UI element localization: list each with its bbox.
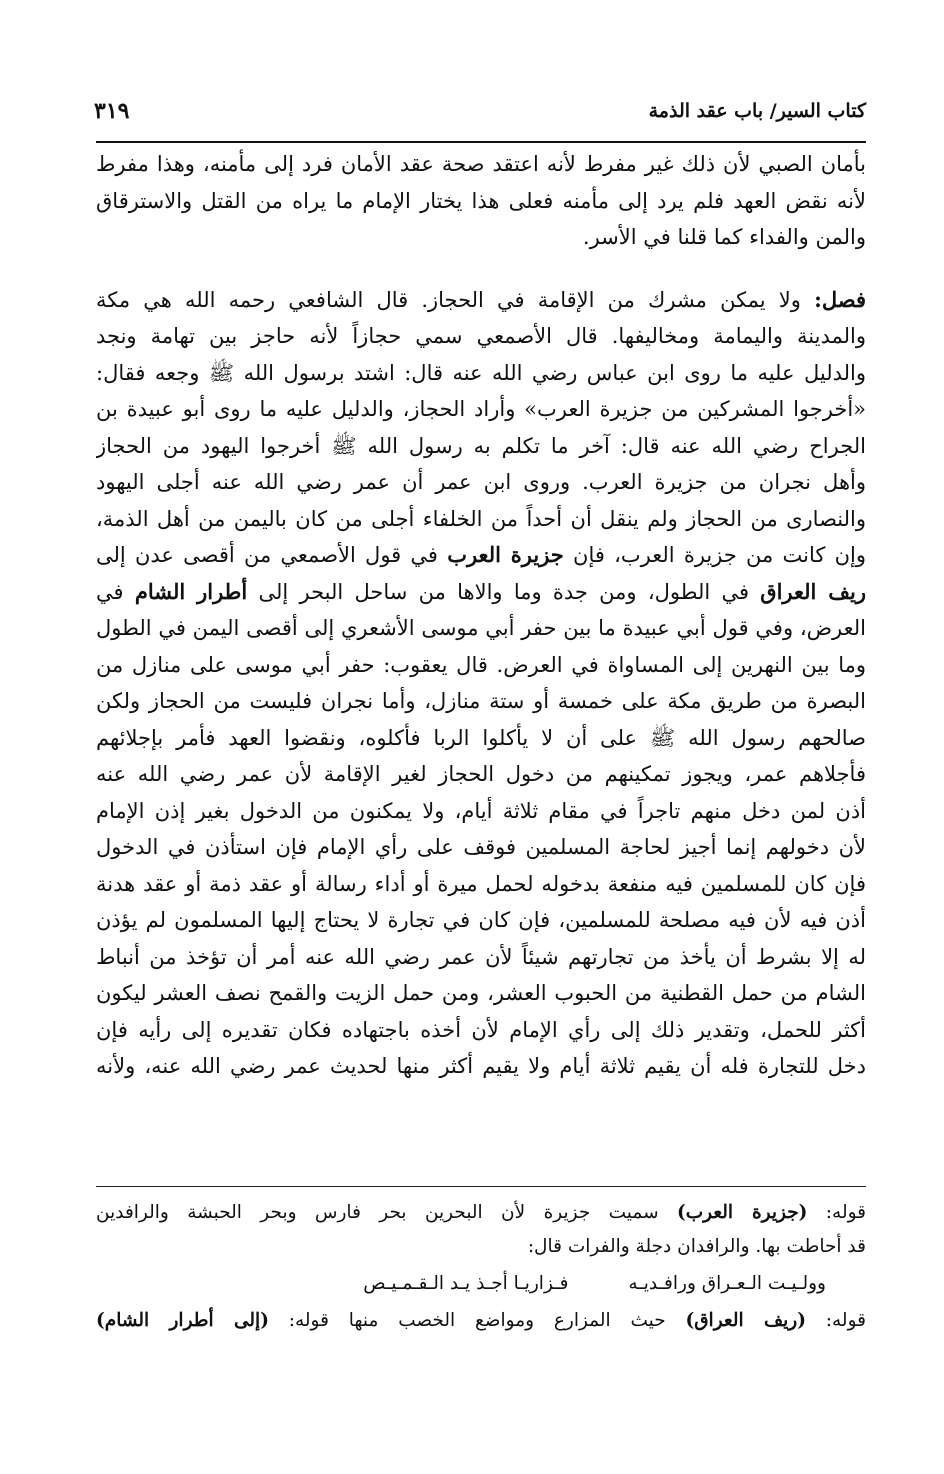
bold-term-rif: ريف العراق <box>760 578 866 604</box>
footnote-line <box>96 1196 866 1230</box>
running-title: كتاب السير/ باب عقد الذمة <box>648 100 866 122</box>
text-fragment: في <box>96 579 124 604</box>
running-header <box>94 94 866 134</box>
text-line: له إلا بشرط أن يأخذ من تجارتهم شيئاً لأن عمر رضي الله عنه أمر أن تؤخذ من أنباط <box>96 944 866 969</box>
text-fragment: في الطول، ومن جدة وما والاها من ساحل البحر إلى <box>258 579 749 604</box>
text-line: لأن دخولهم إنما أجيز لحاجة المسلمين فوقف على رأي الإمام فإن استأذن في الدخول <box>96 835 866 859</box>
page-number: ٣١٩ <box>94 98 130 124</box>
text-fragment: في قول الأصمعي من أقصى عدن إلى <box>96 543 438 567</box>
footnote-line: قد أحاطت بها. والرافدان دجلة والفرات قال: <box>527 1236 866 1257</box>
text-line: الشام من حمل القطنية من الحبوب العشر، ومن حمل الزيت والقمح نصف العشر ليكون <box>96 981 866 1005</box>
footnote-divider <box>96 1186 866 1187</box>
text-line: فإن كان للمسلمين فيه منفعة بدخوله لحمل ميرة أو أداء رسالة أو عقد ذمة أو عقد هدنة <box>96 871 866 896</box>
footnotes <box>96 1196 866 1338</box>
footnote-line <box>96 1304 866 1338</box>
text-line: والمن والفداء كما قلنا في الأسر. <box>582 225 866 249</box>
section-heading-fasl: فصل: <box>814 286 866 312</box>
text-line: وما بين النهرين إلى المساواة في العرض. قال يعقوب: حفر أبي موسى على منازل من <box>96 652 866 677</box>
text-line: لأنه نقض العهد فلم يرد إلى مأمنه فعلى هذا يختار الإمام ما يراه من القتل والاسترقاق <box>96 188 866 213</box>
footnote-text: سميت جزيرة لأن البحرين بحر فارس وبحر الحبشة والرافدين <box>96 1202 659 1223</box>
body-text <box>96 146 866 1085</box>
header-divider <box>96 141 866 143</box>
paragraph-gap <box>96 256 866 282</box>
text-line: والدليل عليه ما روى ابن عباس رضي الله عنه قال: اشتد برسول الله ﷺ وجعه فقال: <box>96 360 866 385</box>
bold-term-atraf: أطرار الشام <box>134 578 248 604</box>
text-line: «أخرجوا المشركين من جزيرة العرب» وأراد الحجاز، والدليل عليه ما روى أبو عبيدة بن <box>96 397 866 421</box>
footnote-prefix: قوله: <box>825 1202 866 1223</box>
text-line: بأمان الصبي لأن ذلك غير مفرط لأنه اعتقد صحة عقد الأمان فرد إلى مأمنه، وهذا مفرط <box>96 152 866 176</box>
text-line: البصرة من طريق مكة على خمسة أو ستة منازل، وأما نجران فليست من الحجاز ولكن <box>96 689 866 713</box>
poetry-verse <box>96 1264 866 1304</box>
text-line-section-start <box>96 282 866 319</box>
footnote-term: (جزيرة العرب) <box>676 1202 808 1223</box>
text-line: فأجلاهم عمر، ويجوز تمكينهم من دخول الحجاز لغير الإقامة لأن عمر رضي الله عنه <box>96 762 866 786</box>
text-line: والنصارى من الحجاز ولم ينقل أن أحداً من الخلفاء أجلى من كان باليمن من أهل الذمة، <box>96 506 866 531</box>
text-line: صالحهم رسول الله ﷺ على أن لا يأكلوا الربا فأكلوه، ونقضوا العهد فأمر بإجلائهم <box>96 725 866 750</box>
text-fragment: ولا يمكن مشرك من الإقامة في الحجاز. قال الشافعي رحمه الله هي مكة <box>96 287 801 312</box>
text-line-mixed <box>96 574 866 611</box>
bold-term-jazira: جزيرة العرب <box>447 542 564 567</box>
text-line: العرض، وفي قول أبي عبيدة ما بين حفر أبي موسى الأشعري إلى أقصى اليمن في الطول <box>96 616 866 640</box>
text-line: دخل للتجارة فله أن يقيم ثلاثة أيام ولا يقيم أكثر منها لحديث عمر رضي الله عنه، ولأنه <box>96 1054 866 1078</box>
text-line: والمدينة واليمامة ومخاليفها. قال الأصمعي سمي حجازاً لأنه حاجز بين تهامة ونجد <box>96 324 866 348</box>
footnote-text: حيث المزارع ومواضع الخصب منها قوله: <box>288 1310 666 1331</box>
text-line: أذن لمن دخل منهم تاجراً في مقام ثلاثة أيام، ولا يمكنون من الدخول بغير إذن الإمام <box>96 798 866 823</box>
footnote-term: (إلى أطرار الشام) <box>96 1310 269 1331</box>
text-line: وأهل نجران من جزيرة العرب. وروى ابن عمر أن عمر رضي الله عنه أجلى اليهود <box>96 470 866 494</box>
footnote-prefix: قوله: <box>825 1310 866 1331</box>
text-line: الجراح رضي الله عنه قال: آخر ما تكلم به رسول الله ﷺ أخرجوا اليهود من الحجاز <box>96 433 866 458</box>
footnote-term: (ريف العراق) <box>685 1310 806 1331</box>
text-line-mixed <box>96 537 866 574</box>
text-line: أذن فيه لأن فيه مصلحة للمسلمين، فإن كان في تجارة لا يحتاج إليها المسلمون لم يؤذن <box>96 908 866 932</box>
text-fragment: وإن كانت من جزيرة العرب، فإن <box>573 543 866 567</box>
verse-second-hemistich: فـزاريـا أجـذ يـد الـقـمـيـص <box>363 1273 569 1294</box>
verse-first-hemistich: وولـيـت الـعـراق ورافـديـه <box>628 1273 826 1294</box>
text-line: أكثر للحمل، وتقدير ذلك إلى رأي الإمام لأن أخذه باجتهاده فكان تقديره إلى رأيه فإن <box>96 1017 866 1042</box>
